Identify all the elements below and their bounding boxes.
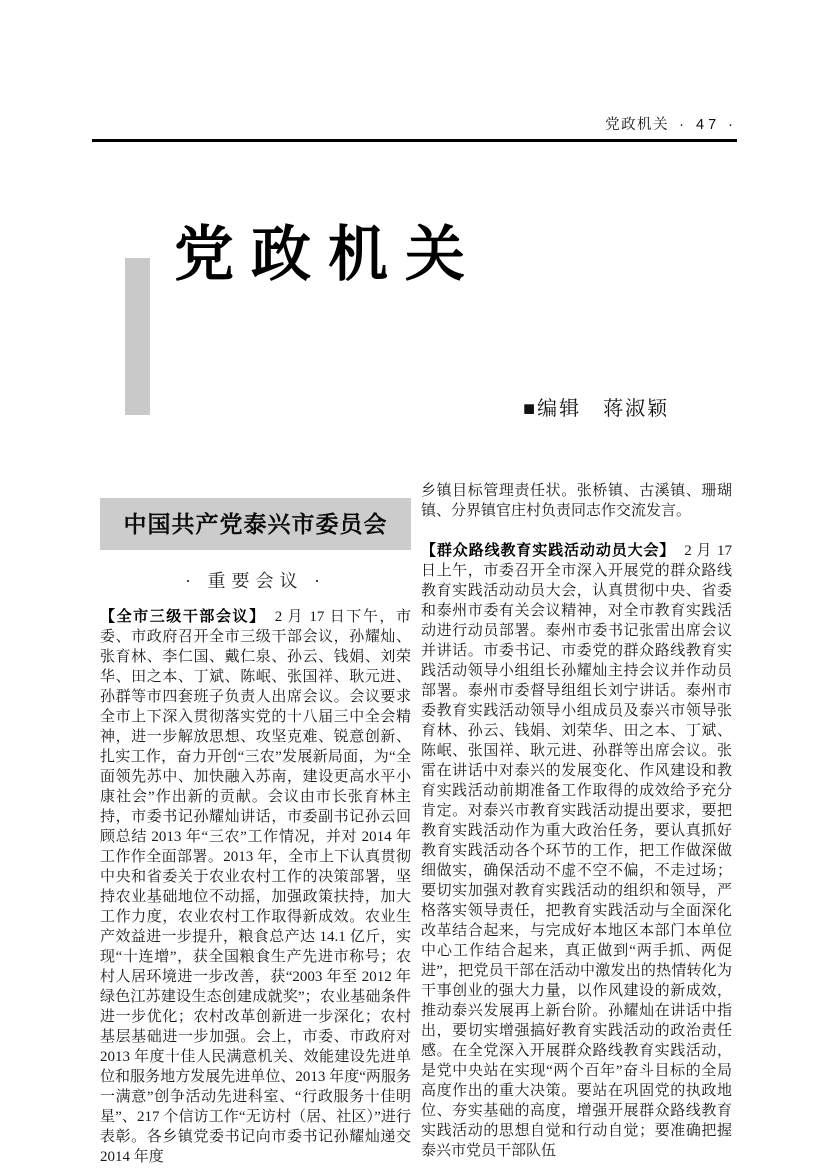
article-2-heading: 【群众路线教育实践活动动员大会】: [421, 542, 676, 559]
right-column: [421, 481, 732, 1161]
org-title-box: [100, 498, 411, 550]
running-header-page-number: · 47 ·: [679, 117, 737, 133]
editor-credit: [523, 392, 669, 421]
org-title: 中国共产党泰兴市委员会: [123, 511, 388, 537]
article-2-body: 2 月 17 日上午，市委召开全市深入开展党的群众路线教育实践活动动员大会，认真贯彻中央、省委和泰州市委有关会议精神，对全市教育实践活动进行动员部署。泰州市委书记张雷出席会议并讲话。市委书记、市委党的群众路线教育实践活动领导小组组长孙耀灿主持会议并作动员部署。泰州市委督导组组长刘宁讲话。泰州市委教育实践活动领导小组成员及泰兴市领导张育林、孙云、钱娟、刘荣华、田之本、丁斌、陈岷、张国祥、耿元进、孙群等出席会议。张雷在讲话中对泰兴的发展变化、作风建设和教育实践活动前期准备工作取得的成效给予充分肯定。对泰兴市教育实践活动提出要求，要把教育实践活动作为重大政治任务，要认真抓好教育实践活动各个环节的工作，把工作做深做细做实，确保活动不虚不空不偏，不走过场；要切实加强对教育实践活动的组织和领导，严格落实领导责任，把教育实践活动与全面深化改革结合起来，与完成好本地区本部门本单位中心工作结合起来，真正做到“两手抓、两促进”，把党员干部在活动中激发出的热情转化为干事创业的强大力量，以作风建设的新成效，推动泰兴发展再上新台阶。孙耀灿在讲话中指出，要切实增强搞好教育实践活动的政治责任感。在全党深入开展群众路线教育实践活动，是党中央站在实现“两个百年”奋斗目标的全局高度作出的重大决策。要站在巩固党的执政地位、夯实基础的高度，增强开展群众路线教育实践活动的思想自觉和行动自觉；要准确把握泰兴市党员干部队伍: [421, 543, 732, 1159]
left-column: [100, 498, 411, 1167]
editor-label: ■编辑: [523, 398, 582, 420]
editor-name: 蒋淑颖: [603, 398, 670, 420]
chapter-title-decoration-bar: [125, 258, 150, 415]
subsection-title: · 重要会议 ·: [185, 571, 326, 591]
article-1: [100, 607, 411, 1167]
running-header: [605, 113, 737, 134]
article-1-body: 2 月 17 日下午，市委、市政府召开全市三级干部会议，孙耀灿、张育林、李仁国、戴仁泉、孙云、钱娟、刘荣华、田之本、丁斌、陈岷、张国祥、耿元进、孙群等市四套班子负责人出席会议。会议要求全市上下深入贯彻落实党的十八届三中全会精神，进一步解放思想、攻坚克难、锐意创新、扎实工作，奋力开创“三农”发展新局面，为“全面领先苏中、加快融入苏南，建设更高水平小康社会”作出新的贡献。会议由市长张育林主持，市委书记孙耀灿讲话，市委副书记孙云回顾总结 2013 年“三农”工作情况，并对 2014 年工作作全面部署。2013 年，全市上下认真贯彻中央和省委关于农业农村工作的决策部署，坚持农业基础地位不动摇，加强政策扶持，加大工作力度，农业农村工作取得新成效。农业生产效益进一步提升，粮食总产达 14.1 亿斤，实现“十连增”，获全国粮食生产先进市称号；农村人居环境进一步改善，获“2003 年至 2012 年绿色江苏建设生态创建成就奖”；农业基础条件进一步优化；农村改革创新进一步深化；农村基层基础进一步加强。会上，市委、市政府对 2013 年度十佳人民满意机关、效能建设先进单位和服务地方发展先进单位、2013 年度“两服务一满意”创争活动先进科室、“行政服务十佳明星”、217 个信访工作“无访村（居、社区）”进行表彰。各乡镇党委书记向市委书记孙耀灿递交 2014 年度: [100, 609, 411, 1165]
header-rule: [92, 139, 737, 142]
article-1-heading: 【全市三级干部会议】: [100, 608, 266, 625]
article-2: [421, 541, 732, 1161]
article-1-continuation: 乡镇目标管理责任状。张桥镇、古溪镇、珊瑚镇、分界镇官庄村负责同志作交流发言。: [421, 483, 732, 519]
chapter-title: 党政机关: [174, 222, 482, 288]
running-header-section: 党政机关: [605, 117, 670, 133]
